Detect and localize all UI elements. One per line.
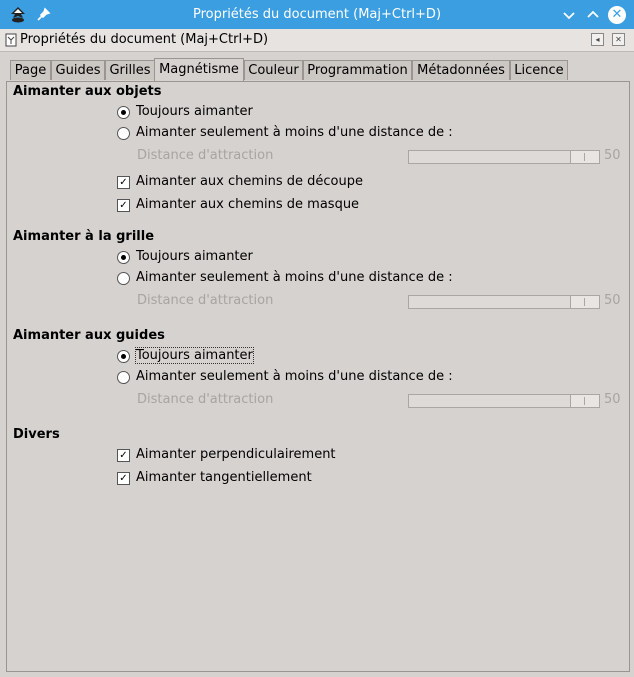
dock-iconify-icon[interactable]: ◂ bbox=[591, 33, 604, 46]
radio-unselected[interactable] bbox=[117, 272, 130, 285]
check-icon[interactable]: ✓ bbox=[117, 199, 130, 212]
guides-distance-slider[interactable] bbox=[408, 394, 600, 408]
check-icon[interactable]: ✓ bbox=[117, 449, 130, 462]
minimize-icon[interactable] bbox=[559, 5, 579, 25]
grid-distance-slider[interactable] bbox=[408, 295, 600, 309]
grid-distance-value: 50 bbox=[604, 293, 621, 308]
section-heading-guides: Aimanter aux guides bbox=[13, 328, 165, 343]
slider-handle[interactable] bbox=[570, 296, 599, 308]
window-titlebar[interactable] bbox=[0, 0, 634, 29]
slider-handle[interactable] bbox=[570, 151, 599, 163]
tab-guides[interactable]: Guides bbox=[51, 60, 105, 80]
radio-selected[interactable] bbox=[117, 350, 130, 363]
section-heading-grid: Aimanter à la grille bbox=[13, 229, 155, 244]
tab-page[interactable]: Page bbox=[10, 60, 51, 80]
grid-distance-label: Distance d'attraction bbox=[137, 293, 274, 308]
maximize-icon[interactable] bbox=[583, 5, 603, 25]
tab-scripting[interactable]: Programmation bbox=[303, 60, 412, 80]
section-heading-objects: Aimanter aux objets bbox=[13, 84, 162, 99]
dock-title: Propriétés du document (Maj+Ctrl+D) bbox=[20, 32, 269, 47]
radio-selected[interactable] bbox=[117, 251, 130, 264]
objects-distance-label: Distance d'attraction bbox=[137, 148, 274, 163]
check-icon[interactable]: ✓ bbox=[117, 176, 130, 189]
tab-metadata[interactable]: Métadonnées bbox=[412, 60, 510, 80]
section-heading-misc: Divers bbox=[13, 427, 60, 442]
objects-distance-value: 50 bbox=[604, 148, 621, 163]
radio-unselected[interactable] bbox=[117, 127, 130, 140]
check-icon[interactable]: ✓ bbox=[117, 472, 130, 485]
guides-distance-value: 50 bbox=[604, 392, 621, 407]
radio-selected[interactable] bbox=[117, 106, 130, 119]
dock-close-icon[interactable]: ✕ bbox=[612, 33, 625, 46]
objects-distance-slider[interactable] bbox=[408, 150, 600, 164]
document-properties-icon bbox=[5, 33, 17, 47]
close-icon[interactable]: ✕ bbox=[608, 6, 626, 24]
tab-license[interactable]: Licence bbox=[510, 60, 568, 80]
tab-grids[interactable]: Grilles bbox=[105, 60, 155, 80]
window-title: Propriétés du document (Maj+Ctrl+D) bbox=[192, 7, 442, 22]
radio-unselected[interactable] bbox=[117, 371, 130, 384]
guides-distance-label: Distance d'attraction bbox=[137, 392, 274, 407]
tab-snapping[interactable]: Magnétisme bbox=[154, 58, 244, 81]
slider-handle[interactable] bbox=[570, 395, 599, 407]
dock-header bbox=[0, 29, 634, 52]
tab-color[interactable]: Couleur bbox=[244, 60, 303, 80]
